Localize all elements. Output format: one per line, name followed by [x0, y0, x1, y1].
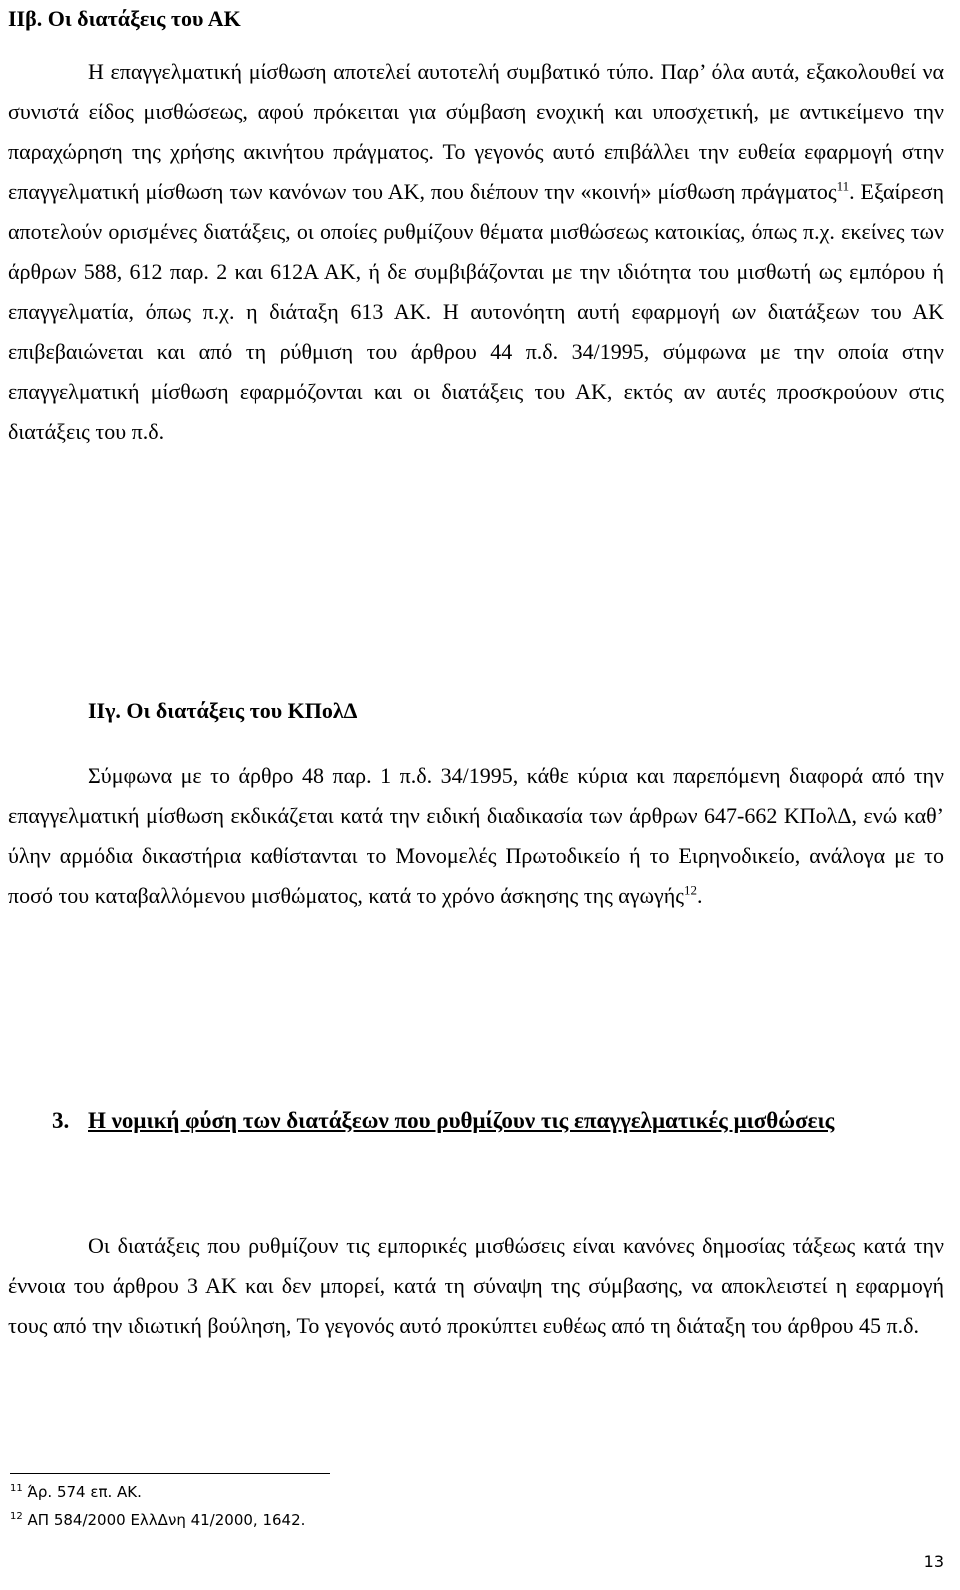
footnote-12: $^{12}$ ΑΠ 584/2000 ΕλλΔνη 41/2000, 1642. — [10, 1511, 306, 1529]
section-heading-2b: ΙΙβ. Οι διατάξεις του ΑΚ — [8, 6, 241, 31]
section-number: 3. — [52, 1108, 70, 1133]
footnote-separator — [10, 1473, 330, 1474]
paragraph-3: Οι διατάξεις που ρυθμίζουν τις εμπορικές μισθώσεις είναι κανόνες δημοσίας τάξεως κατά την έννοια του άρθρου 3 ΑΚ και δεν μπορεί, κατά τη σύναψη της σύμβασης, να αποκλειστεί η εφαρμογή τους από την ιδιωτική βούληση, Το γεγονός αυτό προκύπτει ευθέως από τη διάταξη του άρθρου 45 π.δ. — [8, 1233, 944, 1338]
footnote-11: $^{11}$ Άρ. 574 επ. ΑΚ. — [10, 1483, 142, 1501]
page-number: 13 — [923, 1552, 944, 1571]
paragraph-2b: Η επαγγελματική μίσθωση αποτελεί αυτοτελή συμβατικό τύπο. Παρ’ όλα αυτά, εξακολουθεί να συνιστά είδος μισθώσεως, αφού πρόκειται για σύμβαση ενοχική και υποσχετική, με αντικείμενο την παραχώρηση της χρήσης ακινήτου πράγματος. Το γεγονός αυτό επιβάλλει την ευθεία εφαρμογή στην επαγγελματική μίσθωση των κανόνων του ΑΚ, που διέπουν την «κοινή» μίσθωση πράγματος$^{11}$. Εξαίρεση αποτελούν ορισμένες διατάξεις, οι οποίες ρυθμίζουν θέματα μισθώσεως κατοικίας, όπως π.χ. εκείνες των άρθρων 588, 612 παρ. 2 και 612Α ΑΚ, ή δε συμβιβάζονται με την ιδιότητα του μισθωτή ως εμπόρου ή επαγγελματία, όπως π.χ. η διάταξη 613 ΑΚ. Η αυτονόητη αυτή εφαρμογή ων διατάξεων του ΑΚ επιβεβαιώνεται και από τη ρύθμιση του άρθρου 44 π.δ. 34/1995, σύμφωνα με την οποία στην επαγγελματική μίσθωση εφαρμόζονται και οι διατάξεις του ΑΚ, εκτός αν αυτές προσκρούουν στις διατάξεις του π.δ. — [8, 59, 944, 444]
section-title: Η νομική φύση των διατάξεων που ρυθμίζουν τις επαγγελματικές μισθώσεις — [88, 1108, 835, 1133]
paragraph-2c: Σύμφωνα με το άρθρο 48 παρ. 1 π.δ. 34/1995, κάθε κύρια και παρεπόμενη διαφορά από την επαγγελματική μίσθωση εκδικάζεται κατά την ειδική διαδικασία των άρθρων 647-662 ΚΠολΔ, ενώ καθ’ ύλην αρμόδια δικαστήρια καθίστανται το Μονομελές Πρωτοδικείο ή το Ειρηνοδικείο, ανάλογα με το ποσό του καταβαλλόμενου μισθώματος, κατά το χρόνο άσκησης της αγωγής$^{12}$. — [8, 763, 944, 908]
section-heading-3 — [8, 1092, 944, 1150]
section-heading-2c: ΙΙγ. Οι διατάξεις του ΚΠολΔ — [88, 698, 358, 723]
footnote-ref-11: 11 — [836, 178, 850, 194]
footnote-ref-12: 12 — [683, 882, 697, 898]
